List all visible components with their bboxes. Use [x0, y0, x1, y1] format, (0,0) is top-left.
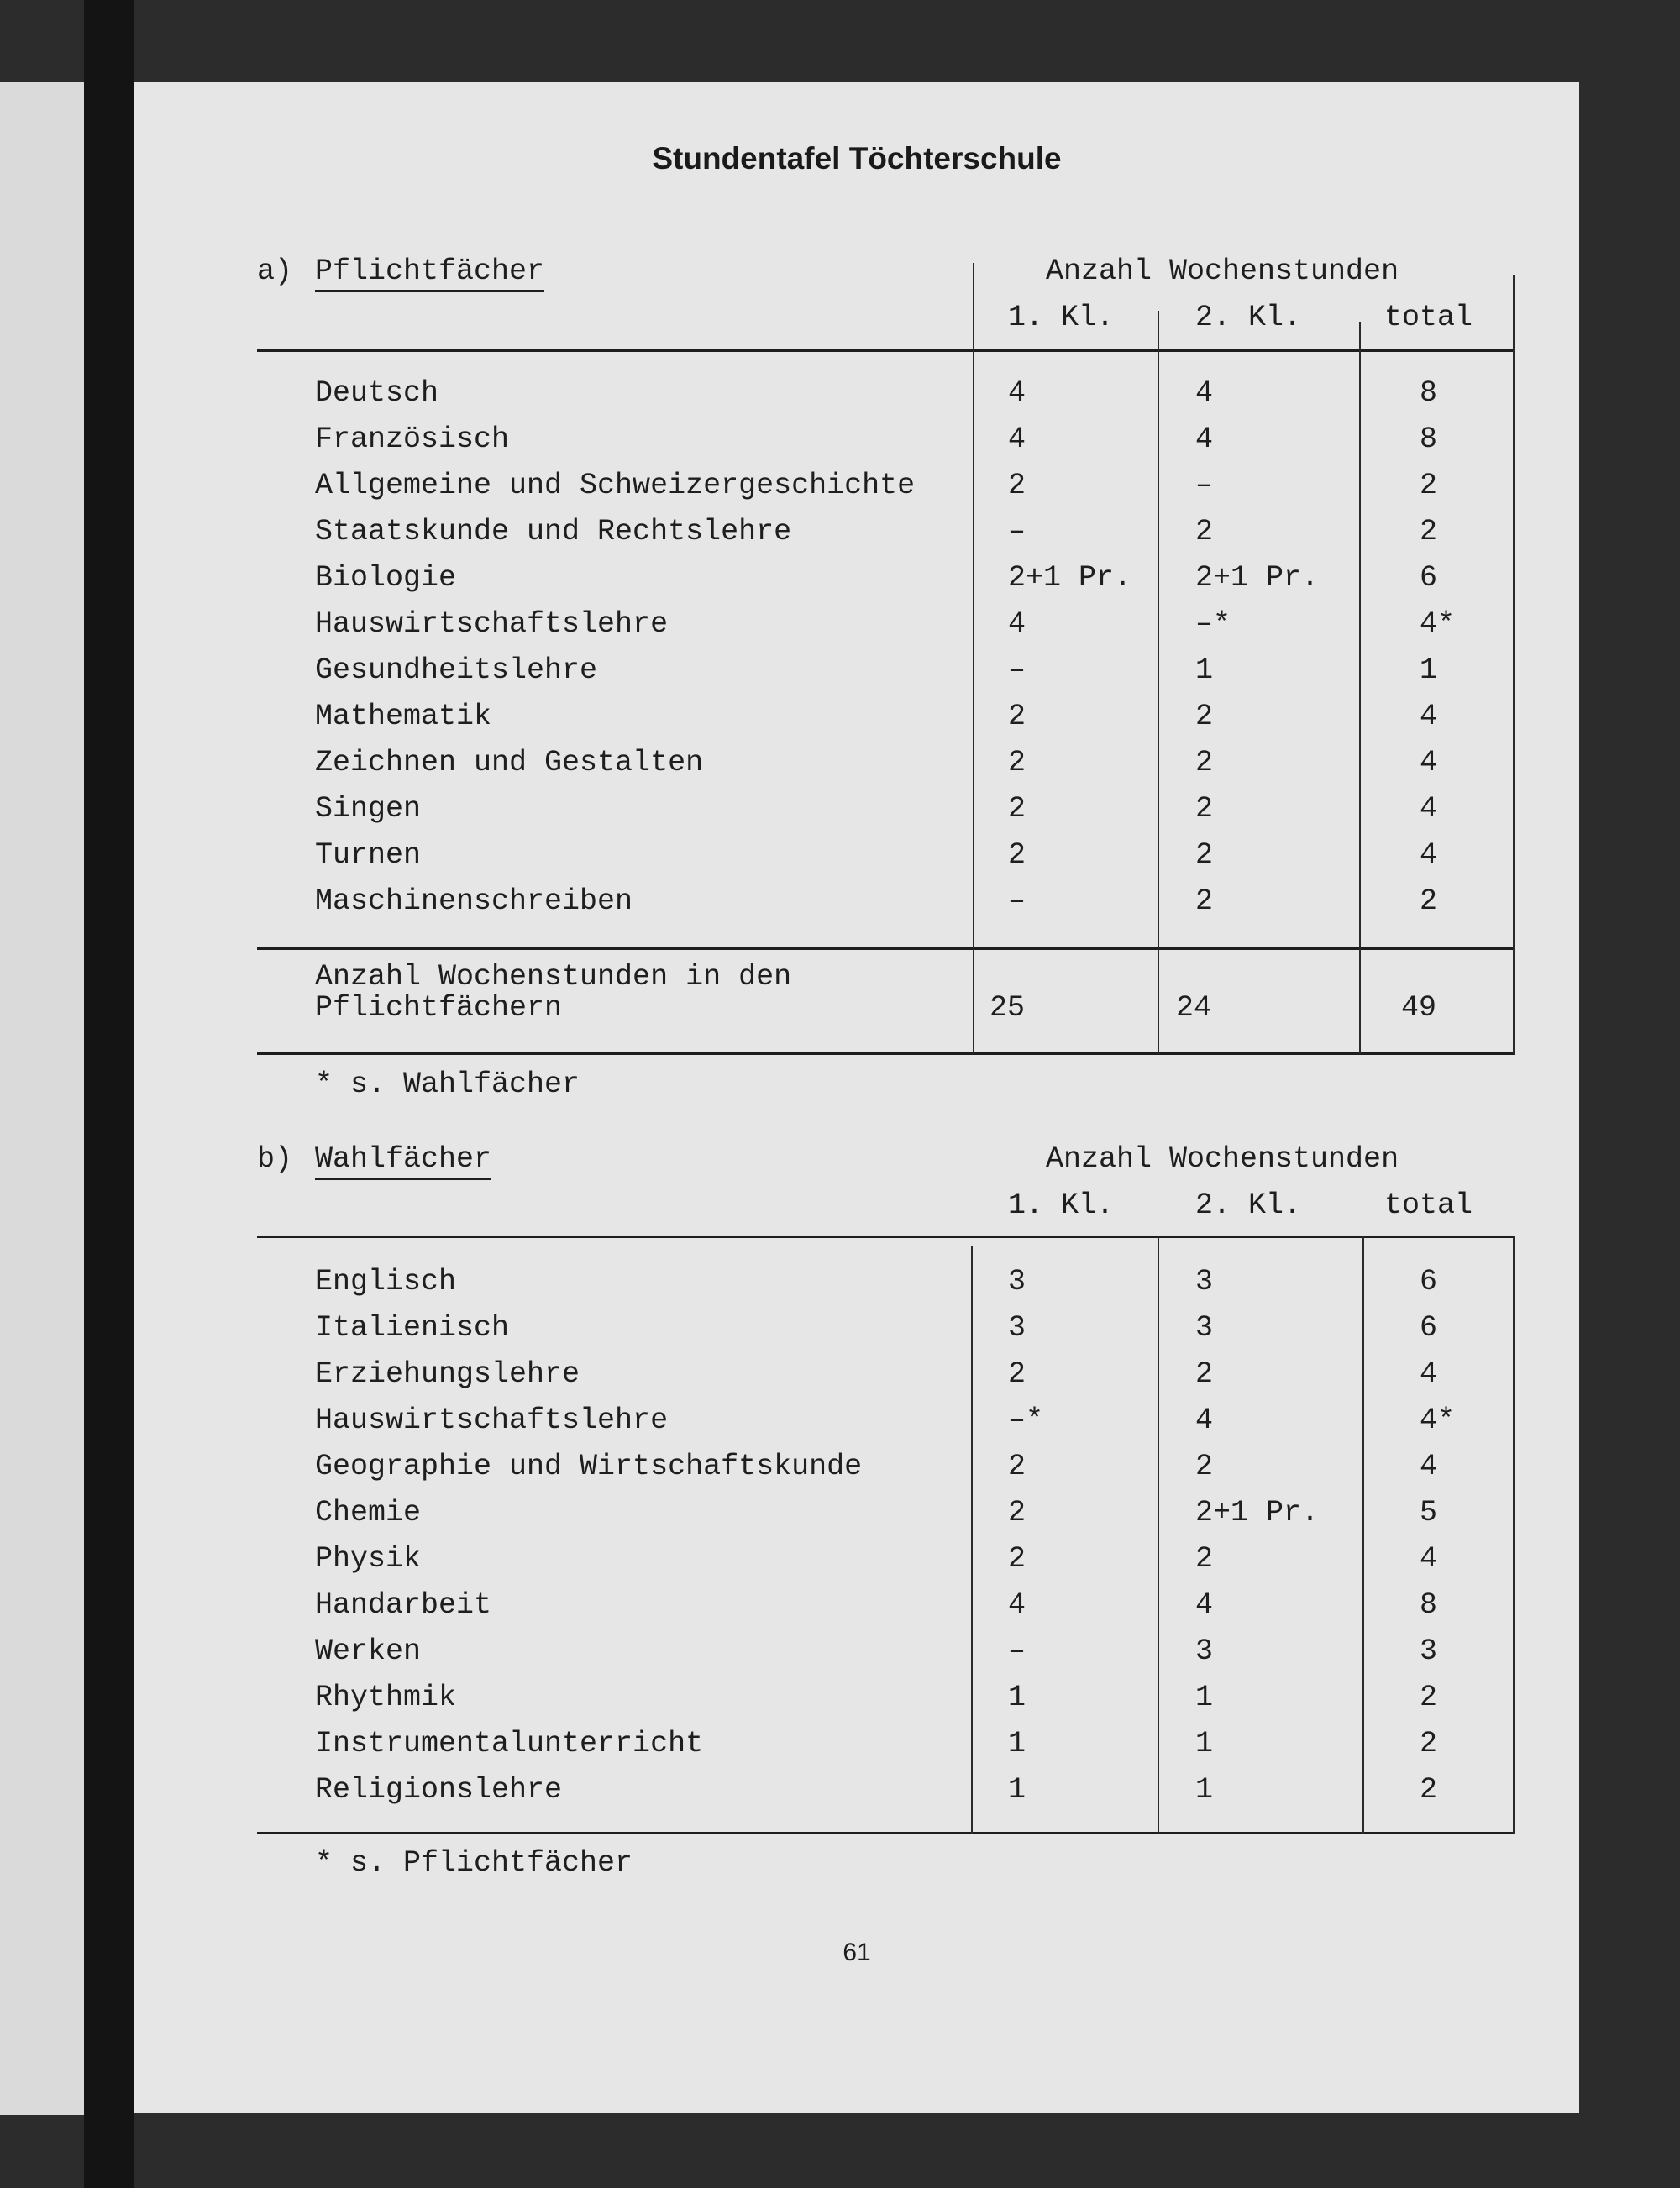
subject-cell: Religionslehre [315, 1773, 563, 1807]
total-hours-cell: 6 [1420, 561, 1438, 595]
class1-hours-cell: 4 [1008, 1588, 1026, 1622]
subject-cell: Englisch [315, 1265, 457, 1299]
subject-cell: Physik [315, 1542, 422, 1576]
total-hours-cell: 8 [1420, 1588, 1438, 1622]
total-hours-cell: 2 [1420, 1727, 1438, 1760]
class2-hours-cell: 2 [1195, 1450, 1214, 1483]
total-hours-cell: 4 [1420, 746, 1438, 779]
subject-cell: Chemie [315, 1496, 422, 1530]
sum-class1-cell: 25 [990, 991, 1026, 1025]
subject-cell: Hauswirtschaftslehre [315, 1404, 669, 1437]
table-row [134, 607, 1579, 653]
subject-cell: Handarbeit [315, 1588, 492, 1622]
total-hours-cell: 4 [1420, 1542, 1438, 1576]
table-row [134, 746, 1579, 792]
total-hours-cell: 2 [1420, 1681, 1438, 1714]
total-hours-cell: 3 [1420, 1634, 1438, 1668]
section-b-header-group: Anzahl Wochenstunden [1046, 1142, 1399, 1176]
table-row [134, 1588, 1579, 1634]
table-row [134, 1727, 1579, 1773]
table-row [134, 884, 1579, 931]
total-hours-cell: 2 [1420, 884, 1438, 918]
subject-cell: Instrumentalunterricht [315, 1727, 704, 1760]
table-row [134, 700, 1579, 746]
class2-hours-cell: – [1195, 469, 1214, 502]
total-hours-cell: 2 [1420, 469, 1438, 502]
class2-hours-cell: 1 [1195, 1727, 1214, 1760]
class2-hours-cell: 4 [1195, 1404, 1214, 1437]
class2-hours-cell: 2+1 Pr. [1195, 561, 1320, 595]
section-a-sum-rule [257, 947, 1515, 950]
class2-hours-cell: 1 [1195, 653, 1214, 687]
table-row [134, 1404, 1579, 1450]
class2-hours-cell: 2 [1195, 838, 1214, 872]
section-b-bottom-rule [257, 1832, 1515, 1834]
class2-hours-cell: 2 [1195, 700, 1214, 733]
table-row [134, 469, 1579, 515]
class2-hours-cell: 2+1 Pr. [1195, 1496, 1320, 1530]
table-row [134, 422, 1579, 469]
section-b-prefix: b) [257, 1142, 293, 1176]
class2-hours-cell: 2 [1195, 746, 1214, 779]
section-a-col3-header: total [1384, 301, 1473, 334]
table-row [134, 838, 1579, 884]
class2-hours-cell: 3 [1195, 1634, 1214, 1668]
table-row [134, 1496, 1579, 1542]
class1-hours-cell: 1 [1008, 1681, 1026, 1714]
section-a-footnote: * s. Wahlfächer [315, 1068, 580, 1101]
table-row [134, 1542, 1579, 1588]
subject-cell: Mathematik [315, 700, 492, 733]
sum-total-cell: 49 [1401, 991, 1437, 1025]
subject-cell: Zeichnen und Gestalten [315, 746, 704, 779]
subject-cell: Staatskunde und Rechtslehre [315, 515, 792, 548]
total-hours-cell: 4* [1420, 607, 1456, 641]
class1-hours-cell: 2 [1008, 1357, 1026, 1391]
class2-hours-cell: 3 [1195, 1265, 1214, 1299]
total-hours-cell: 4 [1420, 838, 1438, 872]
subject-cell: Französisch [315, 422, 510, 456]
class2-hours-cell: 2 [1195, 884, 1214, 918]
class2-hours-cell: 1 [1195, 1681, 1214, 1714]
subject-cell: Italienisch [315, 1311, 510, 1345]
subject-cell: Rhythmik [315, 1681, 457, 1714]
class2-hours-cell: 2 [1195, 1542, 1214, 1576]
class1-hours-cell: – [1008, 1634, 1026, 1668]
class1-hours-cell: 2 [1008, 469, 1026, 502]
class1-hours-cell: 2 [1008, 1496, 1026, 1530]
table-row [134, 515, 1579, 561]
class1-hours-cell: 1 [1008, 1773, 1026, 1807]
class2-hours-cell: 4 [1195, 1588, 1214, 1622]
total-hours-cell: 6 [1420, 1265, 1438, 1299]
class2-hours-cell: 1 [1195, 1773, 1214, 1807]
class2-hours-cell: 2 [1195, 1357, 1214, 1391]
section-b-col2-header: 2. Kl. [1195, 1188, 1302, 1222]
section-b-col1-header: 1. Kl. [1008, 1188, 1115, 1222]
class1-hours-cell: 2 [1008, 792, 1026, 826]
subject-cell: Hauswirtschaftslehre [315, 607, 669, 641]
table-row [134, 653, 1579, 700]
class1-hours-cell: – [1008, 884, 1026, 918]
class1-hours-cell: 3 [1008, 1265, 1026, 1299]
section-a-divider-2-top [1158, 311, 1159, 349]
class2-hours-cell: 3 [1195, 1311, 1214, 1345]
section-b-col3-header: total [1384, 1188, 1473, 1222]
class1-hours-cell: 3 [1008, 1311, 1026, 1345]
section-b-footnote: * s. Pflichtfächer [315, 1846, 633, 1880]
class1-hours-cell: 2+1 Pr. [1008, 561, 1132, 595]
class1-hours-cell: – [1008, 515, 1026, 548]
class1-hours-cell: 2 [1008, 700, 1026, 733]
total-hours-cell: 4 [1420, 1357, 1438, 1391]
table-row [134, 792, 1579, 838]
class1-hours-cell: 2 [1008, 838, 1026, 872]
subject-cell: Allgemeine und Schweizergeschichte [315, 469, 916, 502]
class2-hours-cell: –* [1195, 607, 1231, 641]
section-a-bottom-rule [257, 1052, 1515, 1055]
table-row [134, 1681, 1579, 1727]
section-a-header-group: Anzahl Wochenstunden [1046, 254, 1399, 288]
section-a-divider-3-top [1359, 322, 1361, 349]
sum-label-line2: Pflichtfächern [315, 991, 563, 1025]
total-hours-cell: 5 [1420, 1496, 1438, 1530]
subject-cell: Geographie und Wirtschaftskunde [315, 1450, 863, 1483]
subject-cell: Turnen [315, 838, 422, 872]
class2-hours-cell: 4 [1195, 376, 1214, 410]
class1-hours-cell: 2 [1008, 1450, 1026, 1483]
section-b-header-rule [257, 1236, 1515, 1238]
total-hours-cell: 6 [1420, 1311, 1438, 1345]
page-title: Stundentafel Töchterschule [652, 141, 1062, 176]
class1-hours-cell: – [1008, 653, 1026, 687]
book-spine [84, 0, 134, 2188]
class1-hours-cell: 2 [1008, 1542, 1026, 1576]
class1-hours-cell: 1 [1008, 1727, 1026, 1760]
section-a-prefix: a) [257, 254, 293, 288]
section-b-label: Wahlfächer [315, 1142, 491, 1180]
class1-hours-cell: 4 [1008, 376, 1026, 410]
total-hours-cell: 4 [1420, 792, 1438, 826]
total-hours-cell: 8 [1420, 376, 1438, 410]
class1-hours-cell: 4 [1008, 422, 1026, 456]
total-hours-cell: 4 [1420, 1450, 1438, 1483]
sum-class2-cell: 24 [1176, 991, 1212, 1025]
page-number: 61 [843, 1939, 871, 1966]
section-a-header-rule [257, 349, 1515, 352]
subject-cell: Gesundheitslehre [315, 653, 598, 687]
class2-hours-cell: 2 [1195, 515, 1214, 548]
section-a-col2-header: 2. Kl. [1195, 301, 1302, 334]
table-row [134, 561, 1579, 607]
table-row [134, 1265, 1579, 1311]
total-hours-cell: 4* [1420, 1404, 1456, 1437]
subject-cell: Maschinenschreiben [315, 884, 633, 918]
subject-cell: Werken [315, 1634, 422, 1668]
table-row [134, 1311, 1579, 1357]
total-hours-cell: 8 [1420, 422, 1438, 456]
table-row [134, 1773, 1579, 1819]
class2-hours-cell: 2 [1195, 792, 1214, 826]
table-row [134, 1634, 1579, 1681]
subject-cell: Singen [315, 792, 422, 826]
class2-hours-cell: 4 [1195, 422, 1214, 456]
total-hours-cell: 2 [1420, 1773, 1438, 1807]
class1-hours-cell: 2 [1008, 746, 1026, 779]
class1-hours-cell: –* [1008, 1404, 1044, 1437]
subject-cell: Deutsch [315, 376, 439, 410]
document-page [134, 82, 1579, 2113]
subject-cell: Biologie [315, 561, 457, 595]
total-hours-cell: 4 [1420, 700, 1438, 733]
table-row [134, 376, 1579, 422]
class1-hours-cell: 4 [1008, 607, 1026, 641]
table-row [134, 1357, 1579, 1404]
section-a-col1-header: 1. Kl. [1008, 301, 1115, 334]
sum-label-line1: Anzahl Wochenstunden in den [315, 960, 792, 994]
table-row [134, 1450, 1579, 1496]
total-hours-cell: 2 [1420, 515, 1438, 548]
subject-cell: Erziehungslehre [315, 1357, 580, 1391]
total-hours-cell: 1 [1420, 653, 1438, 687]
section-a-label: Pflichtfächer [315, 254, 544, 292]
